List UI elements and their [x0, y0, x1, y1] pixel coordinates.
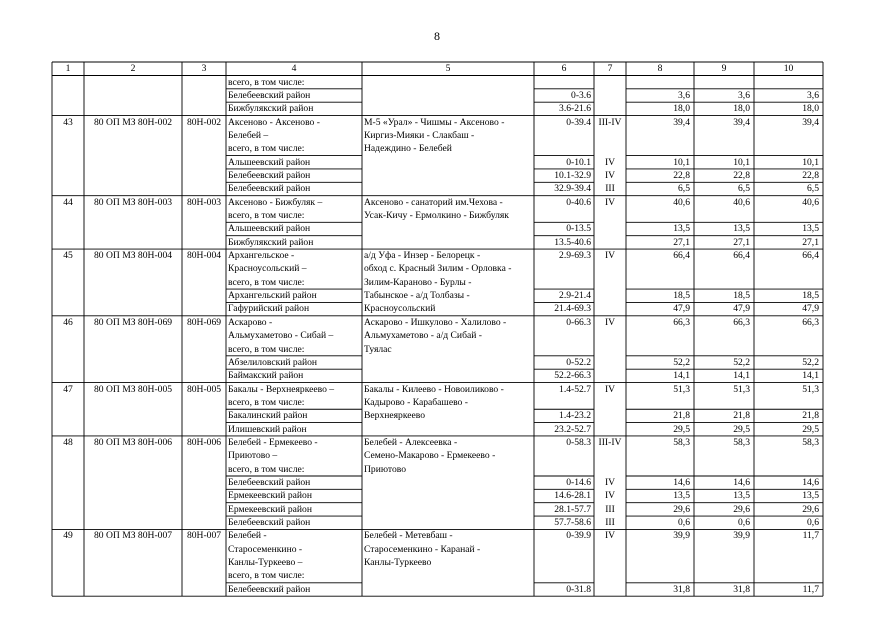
road-short-id: 80Н-003: [186, 196, 222, 208]
row-number: 49: [63, 530, 73, 542]
route-description-line: Табынское - а/д Толбазы -: [364, 290, 470, 302]
length-col-9: 66,3: [733, 316, 750, 328]
route-description-line: Усак-Кичу - Ермолкино - Бижбуляк: [364, 210, 509, 221]
length-col-9: 29,6: [733, 503, 750, 515]
route-description-line: Зилим-Караново - Бурлы -: [364, 276, 472, 288]
length-col-8: 14,1: [673, 370, 690, 382]
km-range: 1.4-52.7: [559, 383, 591, 395]
length-col-8: 22,8: [673, 169, 690, 181]
km-range: 0-3.6: [571, 89, 591, 101]
road-id: 80 ОП МЗ 80Н-005: [93, 383, 173, 395]
length-col-10: 13,5: [802, 223, 819, 235]
road-name-line: Бакалы - Верхнеяркеево –: [228, 383, 335, 395]
road-id: 80 ОП МЗ 80Н-069: [93, 316, 173, 328]
length-col-9: 6,5: [738, 183, 750, 195]
route-description-line: Белебей - Алексеевка -: [364, 436, 458, 448]
road-category: IV: [604, 383, 616, 395]
length-col-10: 11,7: [802, 583, 819, 595]
length-col-9: 13,5: [733, 223, 750, 235]
length-col-8: 14,6: [673, 477, 690, 488]
page-number: 8: [434, 29, 440, 43]
road-name-line: всего, в том числе:: [228, 143, 305, 155]
route-description-line: а/д Уфа - Инзер - Белорецк -: [364, 250, 481, 262]
length-col-9: 18,5: [733, 290, 750, 302]
column-header-7: 7: [607, 63, 613, 74]
length-col-10: 0,6: [807, 517, 819, 529]
length-col-9: 14,1: [733, 370, 750, 382]
road-name-line: всего, в том числе:: [228, 76, 305, 88]
route-description-line: Бакалы - Килеево - Новоиликово -: [364, 383, 504, 395]
length-col-10: 47,9: [802, 303, 819, 315]
route-description-line: Красноусольский: [364, 303, 436, 315]
road-category: IV: [604, 250, 616, 262]
length-col-10: 51,3: [802, 383, 819, 395]
length-col-8: 31,8: [673, 583, 690, 595]
length-col-10: 27,1: [802, 236, 819, 248]
row-number: 45: [63, 250, 73, 262]
road-id: 80 ОП МЗ 80Н-003: [93, 196, 173, 208]
km-range: 57.7-58.6: [554, 517, 591, 529]
length-col-10: 6,5: [807, 183, 819, 195]
road-name-line: Белебеевский район: [228, 183, 311, 195]
column-header-2: 2: [130, 63, 136, 74]
road-name-line: Белебеевский район: [228, 169, 311, 181]
road-name-line: всего, в том числе:: [228, 396, 305, 408]
road-category: IV: [604, 169, 616, 181]
column-header-6: 6: [561, 63, 567, 74]
length-col-8: 29,5: [673, 423, 690, 435]
km-range: 1.4-23.2: [559, 410, 591, 422]
road-name-line: Белебей -: [228, 530, 267, 542]
length-col-9: 22,8: [733, 169, 750, 181]
length-col-9: 18,0: [733, 103, 750, 115]
road-category: III-IV: [598, 436, 622, 448]
route-description-line: Приютово: [364, 463, 407, 475]
road-id: 80 ОП МЗ 80Н-007: [93, 530, 173, 542]
length-col-8: 52,2: [673, 356, 690, 368]
road-name-line: Бакалинский район: [228, 410, 308, 422]
road-category: III-IV: [598, 116, 622, 128]
road-short-id: 80Н-069: [186, 316, 222, 328]
length-col-8: 13,5: [673, 223, 690, 235]
length-col-8: 58,3: [673, 436, 690, 448]
road-name-line: Аксеново - Бижбуляк –: [228, 196, 323, 208]
km-range: 0-39.9: [566, 530, 591, 542]
road-category: IV: [604, 196, 616, 208]
length-col-8: 0,6: [678, 517, 690, 529]
length-col-8: 40,6: [673, 196, 690, 208]
road-name-line: Аскарово -: [228, 316, 273, 328]
road-name-line: Ермекеевский район: [228, 490, 312, 502]
column-header-1: 1: [65, 63, 71, 74]
length-col-8: 18,0: [673, 103, 690, 115]
route-description-line: Семено-Макарово - Ермекеево -: [364, 450, 496, 462]
km-range: 0-13.5: [566, 223, 591, 235]
road-name-line: всего, в том числе:: [228, 276, 305, 288]
road-name-line: Приютово –: [228, 450, 278, 462]
route-description-line: обход с. Красный Зилим - Орловка -: [364, 263, 512, 275]
length-col-8: 6,5: [678, 183, 690, 195]
length-col-10: 52,2: [802, 356, 819, 368]
column-header-9: 9: [721, 63, 727, 74]
length-col-9: 52,2: [733, 356, 750, 368]
km-range: 2.9-21.4: [559, 290, 591, 302]
length-col-8: 29,6: [673, 503, 690, 515]
length-col-9: 58,3: [733, 436, 750, 448]
road-name-line: Аксеново - Аксеново -: [228, 116, 320, 128]
road-short-id: 80Н-007: [186, 530, 222, 542]
route-description-line: Туялас: [364, 343, 392, 355]
length-col-9: 66,4: [733, 250, 750, 262]
length-col-9: 47,9: [733, 303, 750, 315]
length-col-8: 39,4: [673, 116, 690, 128]
km-range: 3.6-21.6: [559, 103, 591, 115]
length-col-9: 21,8: [733, 410, 750, 422]
road-short-id: 80Н-004: [186, 250, 222, 262]
road-name-line: Илишевский район: [228, 423, 307, 435]
road-category: III: [605, 517, 615, 529]
road-id: 80 ОП МЗ 80Н-002: [93, 116, 173, 128]
route-description-line: Аскарово - Ишкулово - Халилово -: [364, 316, 507, 328]
road-name-line: Канлы-Туркеево –: [228, 557, 303, 569]
km-range: 13.5-40.6: [554, 236, 591, 248]
road-category: III: [605, 503, 615, 515]
route-description-line: М-5 «Урал» - Чишмы - Аксеново -: [364, 116, 505, 128]
route-description-line: Надеждино - Белебей: [364, 143, 452, 155]
length-col-10: 29,5: [802, 423, 819, 435]
length-col-10: 18,5: [802, 290, 819, 302]
length-col-10: 10,1: [802, 156, 819, 168]
route-description-line: Старосеменкино - Каранай -: [364, 543, 481, 555]
route-description-line: Киргиз-Мияки - Слакбаш -: [364, 129, 475, 141]
road-name-line: Белебеевский район: [228, 477, 311, 488]
length-col-9: 14,6: [733, 477, 750, 488]
column-header-5: 5: [445, 63, 451, 74]
road-name-line: Альшеевский район: [228, 156, 311, 168]
road-short-id: 80Н-002: [186, 116, 222, 128]
length-col-8: 27,1: [673, 236, 690, 248]
length-col-9: 0,6: [738, 517, 750, 529]
road-name-line: Белебеевский район: [228, 89, 311, 101]
road-name-line: Альмухаметово - Сибай –: [228, 330, 334, 342]
row-number: 47: [63, 383, 73, 395]
length-col-8: 3,6: [678, 89, 690, 101]
route-description-line: Белебей - Метевбаш -: [364, 530, 453, 542]
length-col-9: 39,9: [733, 530, 750, 542]
km-range: 0-39.4: [566, 116, 591, 128]
road-name-line: Белебей - Ермекеево -: [228, 436, 318, 448]
km-range: 0-14.6: [566, 477, 591, 488]
road-category: IV: [604, 530, 616, 542]
length-col-8: 66,4: [673, 250, 690, 262]
length-col-10: 39,4: [802, 116, 819, 128]
length-col-9: 31,8: [733, 583, 750, 595]
km-range: 0-10.1: [566, 156, 591, 168]
row-number: 43: [63, 116, 73, 128]
km-range: 32.9-39.4: [554, 183, 591, 195]
length-col-10: 18,0: [802, 103, 819, 115]
length-col-9: 39,4: [733, 116, 750, 128]
road-name-line: Бижбулякский район: [228, 236, 314, 248]
row-number: 46: [63, 316, 73, 328]
km-range: 52.2-66.3: [554, 370, 591, 382]
road-category: IV: [604, 490, 616, 502]
road-category: IV: [604, 477, 616, 488]
road-short-id: 80Н-005: [186, 383, 222, 395]
road-name-line: всего, в том числе:: [228, 570, 305, 582]
road-name-line: всего, в том числе:: [228, 463, 305, 475]
length-col-9: 40,6: [733, 196, 750, 208]
length-col-9: 13,5: [733, 490, 750, 502]
road-name-line: Альшеевский район: [228, 223, 311, 235]
road-name-line: Старосеменкино -: [228, 543, 303, 555]
column-header-10: 10: [783, 63, 794, 74]
km-range: 0-66.3: [566, 316, 591, 328]
road-name-line: Абзелиловский район: [228, 356, 318, 368]
length-col-9: 10,1: [733, 156, 750, 168]
km-range: 0-40.6: [566, 196, 591, 208]
length-col-10: 66,3: [802, 316, 819, 328]
km-range: 28.1-57.7: [554, 503, 591, 515]
length-col-8: 13,5: [673, 490, 690, 502]
road-id: 80 ОП МЗ 80Н-006: [93, 436, 173, 448]
road-name-line: всего, в том числе:: [228, 210, 305, 221]
km-range: 21.4-69.3: [554, 303, 591, 315]
road-id: 80 ОП МЗ 80Н-004: [93, 250, 173, 262]
length-col-10: 58,3: [802, 436, 819, 448]
row-number: 48: [63, 436, 73, 448]
length-col-10: 40,6: [802, 196, 819, 208]
length-col-10: 22,8: [802, 169, 819, 181]
route-description-line: Альмухаметово - а/д Сибай -: [364, 330, 482, 342]
km-range: 2.9-69.3: [559, 250, 591, 262]
length-col-9: 29,5: [733, 423, 750, 435]
route-description-line: Верхнеяркеево: [364, 410, 426, 422]
length-col-8: 21,8: [673, 410, 690, 422]
length-col-8: 47,9: [673, 303, 690, 315]
column-header-4: 4: [291, 63, 297, 74]
road-name-line: Белебеевский район: [228, 517, 311, 529]
km-range: 14.6-28.1: [554, 490, 591, 502]
road-name-line: Гафурийский район: [228, 303, 310, 315]
road-short-id: 80Н-006: [186, 436, 222, 448]
column-header-8: 8: [657, 63, 663, 74]
length-col-9: 51,3: [733, 383, 750, 395]
length-col-8: 10,1: [673, 156, 690, 168]
road-category: III: [605, 183, 615, 195]
km-range: 0-52.2: [566, 356, 591, 368]
length-col-10: 14,6: [802, 477, 819, 488]
length-col-10: 14,1: [802, 370, 819, 382]
road-name-line: Архангельское -: [228, 250, 295, 262]
road-name-line: всего, в том числе:: [228, 343, 305, 355]
length-col-10: 29,6: [802, 503, 819, 515]
road-name-line: Красноусольский –: [228, 263, 307, 275]
route-description-line: Кадырово - Карабашево -: [364, 396, 468, 408]
row-number: 44: [63, 196, 73, 208]
length-col-10: 66,4: [802, 250, 819, 262]
length-col-8: 39,9: [673, 530, 690, 542]
length-col-8: 18,5: [673, 290, 690, 302]
route-description-line: Канлы-Туркеево: [364, 557, 432, 569]
route-description-line: Аксеново - санаторий им.Чехова -: [364, 196, 503, 208]
length-col-10: 21,8: [802, 410, 819, 422]
length-col-8: 51,3: [673, 383, 690, 395]
length-col-8: 66,3: [673, 316, 690, 328]
road-category: IV: [604, 156, 616, 168]
length-col-9: 3,6: [738, 89, 750, 101]
km-range: 0-58.3: [566, 436, 591, 448]
road-category: IV: [604, 316, 616, 328]
road-name-line: Белебеевский район: [228, 583, 311, 595]
km-range: 0-31.8: [566, 583, 591, 595]
road-name-line: Белебей –: [228, 129, 269, 141]
length-col-10: 13,5: [802, 490, 819, 502]
km-range: 10.1-32.9: [554, 169, 591, 181]
road-name-line: Бижбулякский район: [228, 103, 314, 115]
length-col-9: 27,1: [733, 236, 750, 248]
length-col-10: 11,7: [802, 530, 819, 542]
column-header-3: 3: [201, 63, 207, 74]
km-range: 23.2-52.7: [554, 423, 591, 435]
road-name-line: Ермекеевский район: [228, 503, 312, 515]
road-name-line: Баймакский район: [228, 370, 304, 382]
road-name-line: Архангельский район: [228, 290, 317, 302]
length-col-10: 3,6: [807, 89, 819, 101]
